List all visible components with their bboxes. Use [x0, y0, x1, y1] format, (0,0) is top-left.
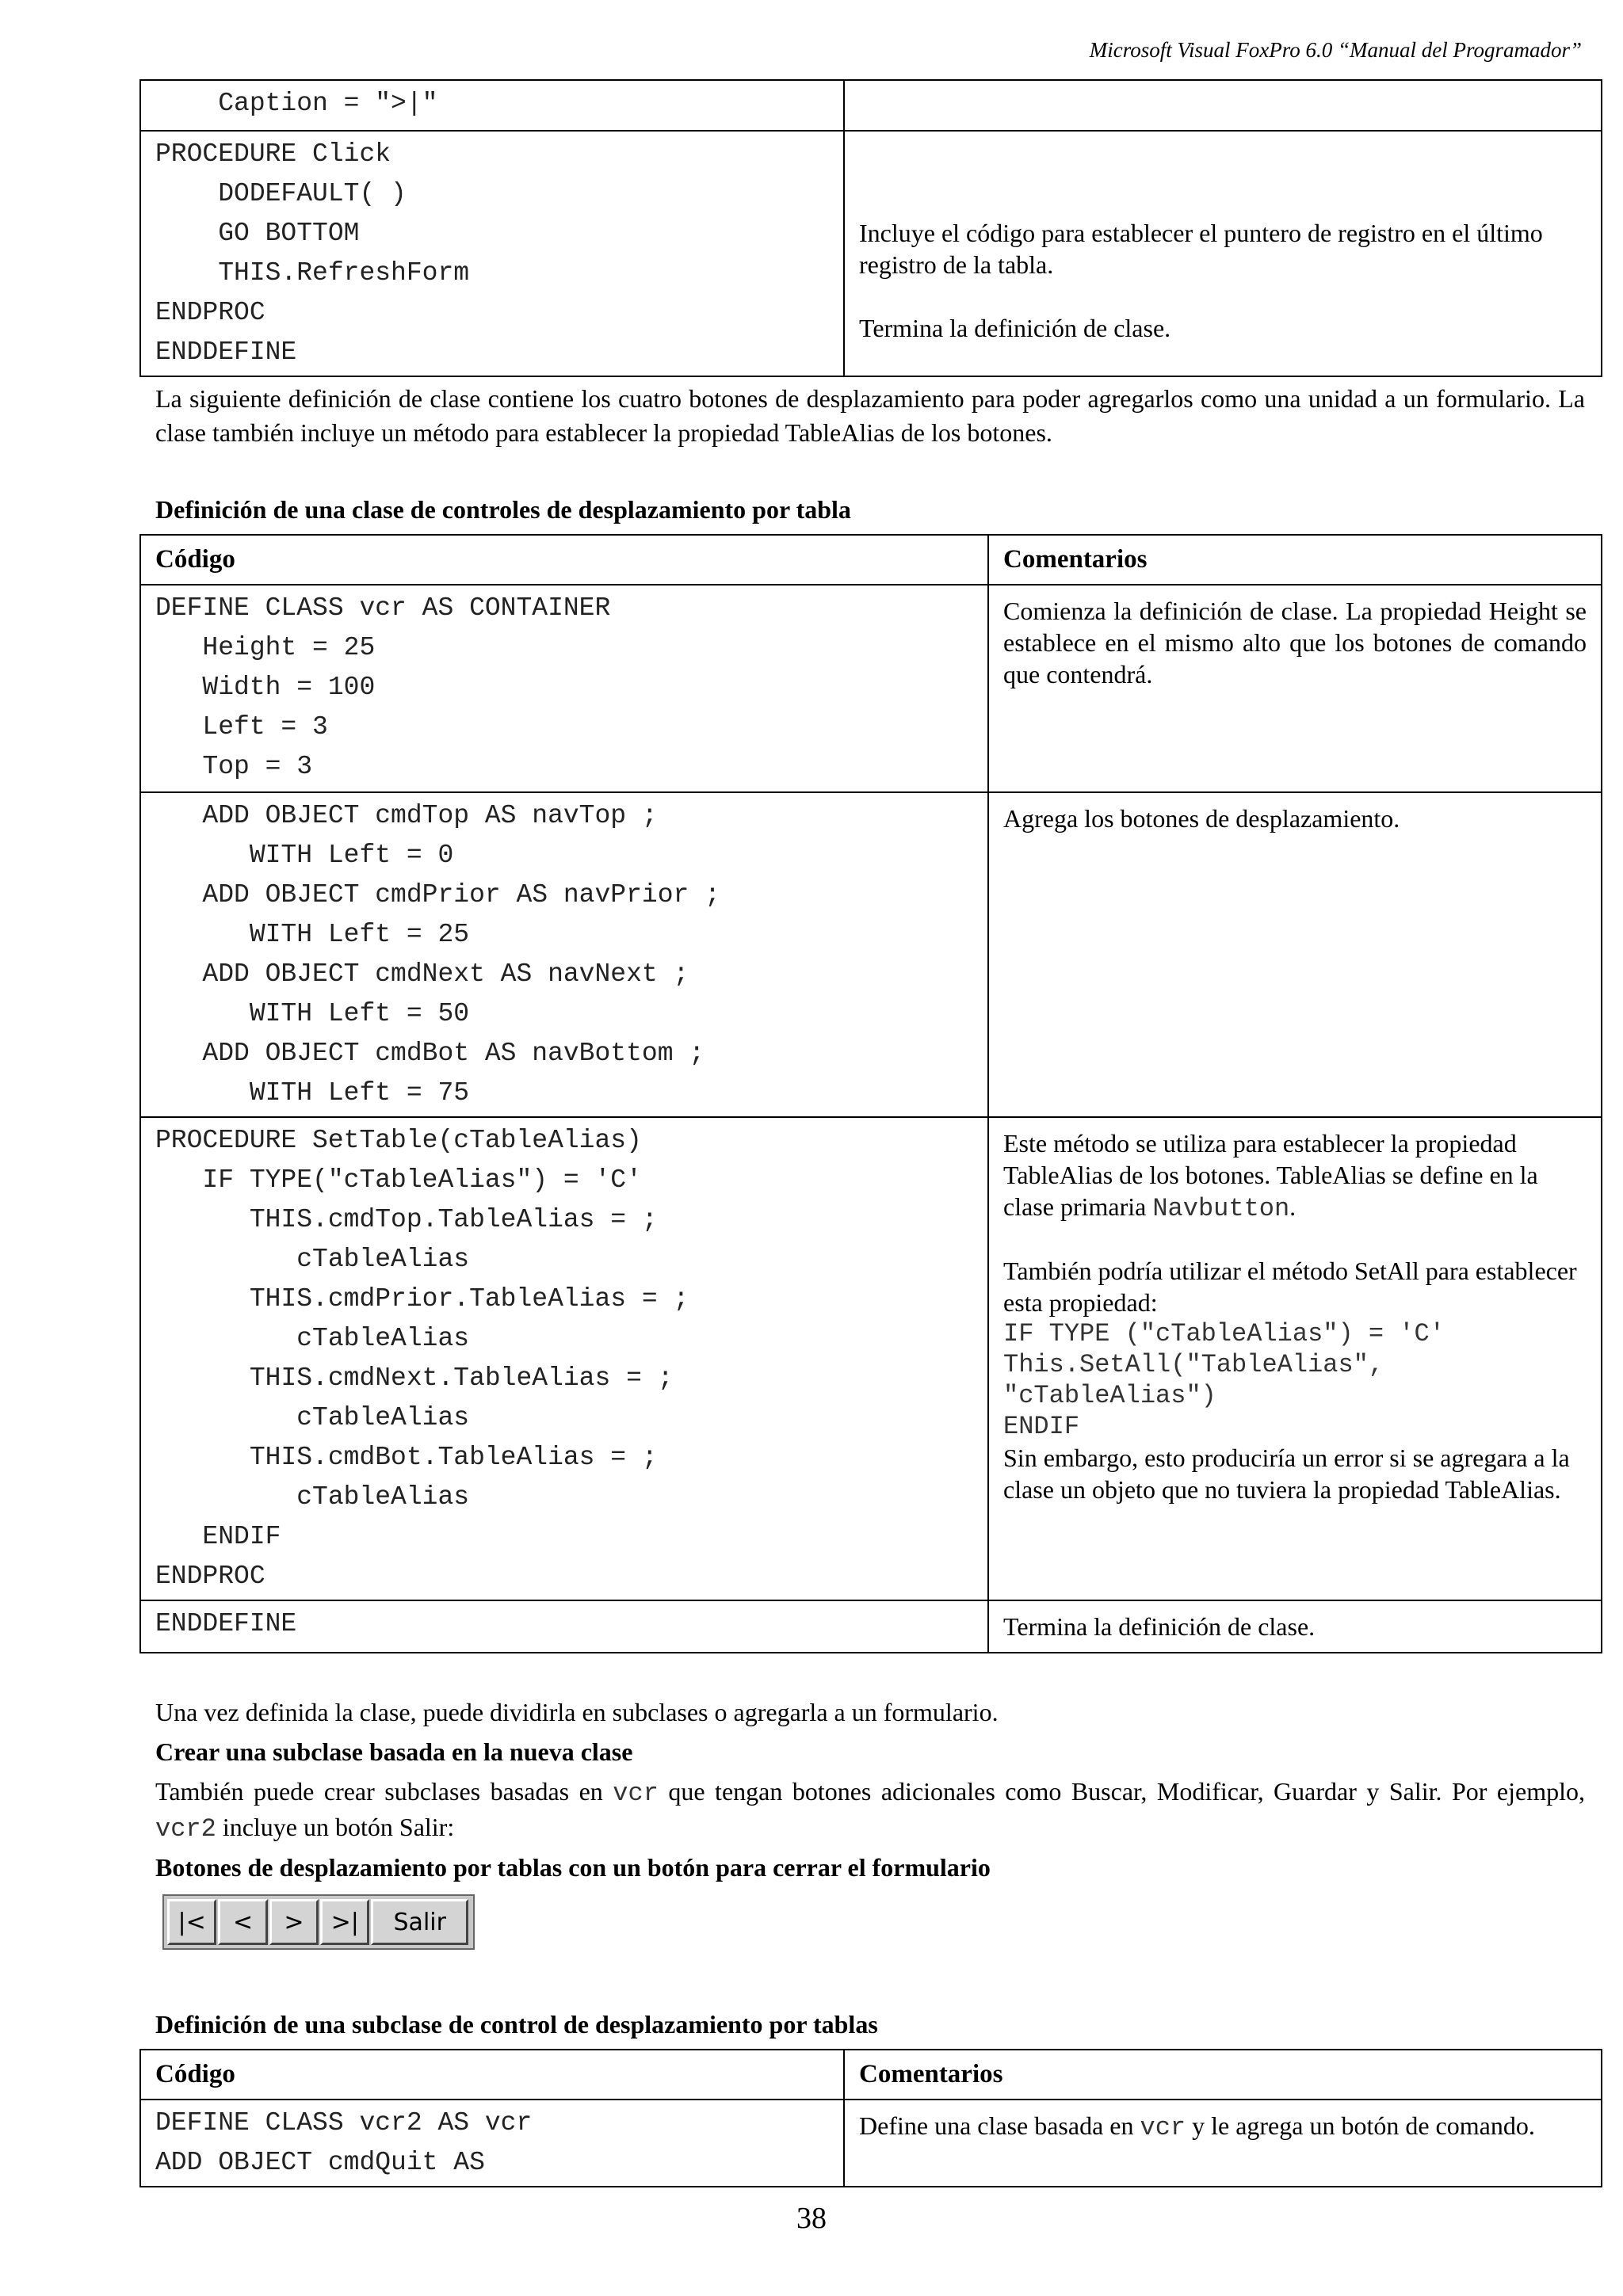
inline-code: vcr [1140, 2113, 1186, 2142]
comment-cell [844, 131, 1602, 376]
navigation-buttons-figure [162, 1894, 475, 1950]
comment-code: IF TYPE ("cTableAlias") = 'C' This.SetAll("TableAlias", "cTableAlias") ENDIF [1003, 1319, 1445, 1441]
last-record-button[interactable]: >| [320, 1899, 369, 1945]
code-cell: ADD OBJECT cmdTop AS navTop ; WITH Left = 0 ADD OBJECT cmdPrior AS navPrior ; WITH Left = 25 ADD OBJECT cmdNext AS navNext ; WITH Left = 50 ADD OBJECT cmdBot AS navBottom ; WITH Left = 75 [202, 801, 720, 1108]
column-header-comments: Comentarios [988, 535, 1602, 585]
comment-text: Este método se utiliza para establecer la propiedad TableAlias de los botones. TableAlias se define en la clase primaria [1003, 1129, 1538, 1221]
column-header-code: Código [140, 535, 988, 585]
comment-cell: Define una clase basada en vcr y le agrega un botón de comando. [844, 2100, 1602, 2187]
quit-button[interactable]: Salir [371, 1899, 468, 1945]
page-number: 38 [796, 2202, 827, 2235]
code-cell: PROCEDURE SetTable(cTableAlias) IF TYPE("cTableAlias") = 'C' THIS.cmdTop.TableAlias = ; cTableAlias THIS.cmdPrior.TableAlias = ; cTableAlias THIS.cmdNext.TableAlias = ; cTableAlias THIS.cmdBot.TableAlias = ; cTableAlias ENDIF ENDPROC [155, 1126, 689, 1591]
class-definition-table [139, 534, 1602, 1653]
code-cell: DEFINE CLASS vcr2 AS vcr ADD OBJECT cmdQuit AS [155, 2108, 533, 2177]
subclass-definition-table [139, 2049, 1602, 2187]
table-row [140, 585, 1602, 792]
first-record-button[interactable]: |< [167, 1899, 216, 1945]
comment-cell: Agrega los botones de desplazamiento. [988, 792, 1602, 1117]
code-cell: Caption = ">|" [155, 89, 438, 118]
inline-code: vcr [613, 1779, 659, 1808]
intro-paragraph: La siguiente definición de clase contiene los cuatro botones de desplazamiento para poder agregarlos como una unidad a un formulario. La clase también incluye un método para establecer la propiedad TableAlias de los botones. [155, 384, 1585, 447]
table-header-row [140, 535, 1602, 585]
table-row [140, 792, 1602, 1117]
code-cell: DEFINE CLASS vcr AS CONTAINER Height = 25 Width = 100 Left = 3 Top = 3 [155, 593, 611, 781]
inline-code: vcr2 [155, 1814, 216, 1844]
table-row [140, 80, 1602, 131]
previous-record-button[interactable]: < [218, 1899, 267, 1945]
comment-text: Incluye el código para establecer el puntero de registro en el último registro de la tabla. [859, 219, 1543, 279]
comment-cell: Este método se utiliza para establecer la propiedad TableAlias de los botones. TableAlias se define en la clase primaria Navbutton. También podría utilizar el método SetAll para establecer esta propiedad: IF TYPE ("cTableAlias") = 'C' This.SetAll("TableAlias", "cTableAlias") ENDIF Sin embargo, esto produciría un error si se agregara a la clase un objeto que no tuviera la propiedad TableAlias. [988, 1117, 1602, 1600]
comment-text: Termina la definición de clase. [859, 314, 1171, 342]
code-cell: ENDDEFINE [155, 1609, 297, 1638]
table-row [140, 131, 1602, 376]
subheading: Crear una subclase basada en la nueva clase [155, 1737, 633, 1766]
table-row [140, 2100, 1602, 2187]
section-title: Definición de una subclase de control de desplazamiento por tablas [155, 2010, 878, 2039]
paragraph: Una vez definida la clase, puede dividirla en subclases o agregarla a un formulario. [155, 1698, 999, 1726]
section-title: Definición de una clase de controles de desplazamiento por tabla [155, 495, 851, 524]
comment-cell [844, 80, 1602, 131]
figure-caption: Botones de desplazamiento por tablas con un botón para cerrar el formulario [155, 1853, 991, 1882]
column-header-comments: Comentarios [844, 2050, 1602, 2100]
code-cell: PROCEDURE Click DODEFAULT( ) GO BOTTOM THIS.RefreshForm ENDPROC ENDDEFINE [155, 139, 470, 367]
next-record-button[interactable]: > [269, 1899, 319, 1945]
comment-text: Sin embargo, esto produciría un error si se agregara a la clase un objeto que no tuviera la propiedad TableAlias. [1003, 1444, 1570, 1504]
table-row [140, 1117, 1602, 1600]
comment-text: También podría utilizar el método SetAll para establecer esta propiedad: [1003, 1257, 1577, 1317]
table-row [140, 1600, 1602, 1653]
column-header-code: Código [140, 2050, 844, 2100]
running-header: Microsoft Visual FoxPro 6.0 “Manual del Programador” [1089, 38, 1582, 62]
comment-cell: Comienza la definición de clase. La propiedad Height se establece en el mismo alto que los botones de comando que contendrá. [988, 585, 1602, 792]
code-table-continued [139, 79, 1602, 377]
inline-code: Navbutton [1152, 1194, 1290, 1223]
table-header-row [140, 2050, 1602, 2100]
comment-cell: Termina la definición de clase. [988, 1600, 1602, 1653]
paragraph: También puede crear subclases basadas en vcr que tengan botones adicionales como Buscar, Modificar, Guardar y Salir. Por ejemplo, vcr2 incluye un botón Salir: [155, 1777, 1585, 1844]
